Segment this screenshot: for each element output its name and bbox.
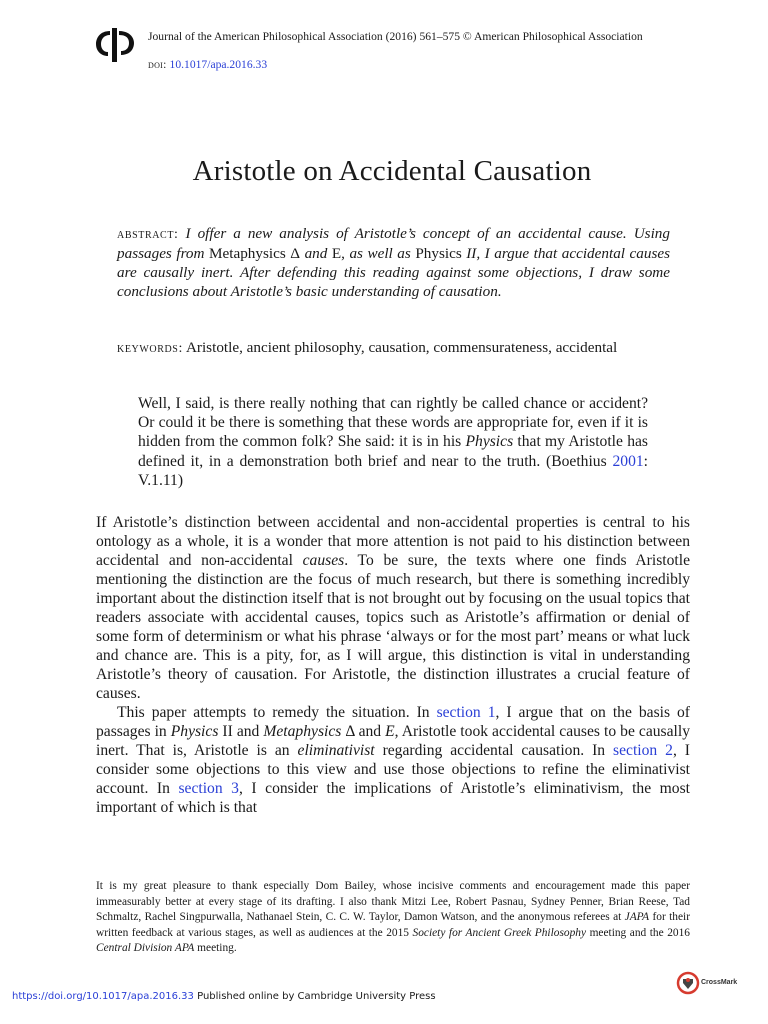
paragraph-text: , I consider some objections to this view and use those objections to refine the eliminativist account. In (96, 742, 690, 797)
published-online-text: Published online by Cambridge University Press (197, 991, 436, 1002)
paragraph (96, 703, 690, 817)
paragraph-text: This paper attempts to remedy the situation. In (117, 704, 430, 721)
keywords-label: keywords: (117, 341, 183, 356)
paragraph-text: II and (222, 723, 260, 740)
doi-line (148, 58, 267, 72)
footnote-text: JAPA (624, 911, 650, 924)
abstract-text: Physics (415, 245, 462, 262)
section-2-link[interactable]: section 2 (613, 742, 673, 759)
acknowledgement-footnote (96, 879, 690, 957)
abstract-text: as well as (349, 245, 411, 262)
footnote-text: meeting. (197, 942, 237, 955)
paragraph-text: , I argue that on the basis of passages in (96, 704, 691, 740)
footnote-text: meeting and the 2016 (589, 926, 690, 939)
footnote-text: It is my great pleasure to thank especially Dom Bailey, whose incisive comments and encouragement made this paper immeasurably better at every stage of its drafting. I also thank Mitzi Lee, Robert Pasnau, Sydney Penner, Brian Reese, Tad Schmaltz, Rachel Singpurwalla, Nathanael Stein, C. C. W. Taylor, Damon Watson, and the anonymous referees at (96, 880, 690, 924)
abstract-label: abstract: (117, 227, 179, 242)
keywords-text: Aristotle, ancient philosophy, causation, commensurateness, accidental (185, 339, 618, 356)
epigraph-text: : V.1.11) (138, 452, 649, 489)
crossmark-label: CrossMark (701, 979, 738, 986)
journal-citation: Journal of the American Philosophical Association (2016) 561–575 © American Philosophical Association (148, 30, 643, 43)
paragraph-text: eliminativist (297, 742, 375, 759)
abstract-text: II, I argue that accidental causes are causally inert. After defending this reading against some objections, I draw some conclusions about Aristotle’s basic understanding of causation. (117, 245, 671, 300)
epigraph-text (138, 394, 648, 490)
paragraph-text: , Aristotle took accidental causes to be causally inert. That is, Aristotle is an (96, 723, 690, 759)
footnote-text: Society for Ancient Greek Philosophy (412, 926, 587, 939)
paragraph (96, 513, 690, 703)
paragraph-text: causes (302, 552, 345, 569)
paragraph-text: If Aristotle’s distinction between accidental and non-accidental properties is central to his ontology as a whole, it is a wonder that more attention is not paid to his distinction between accidental and non-accidental (96, 514, 690, 569)
paragraph-text: E (385, 723, 395, 740)
abstract-text: Metaphysics Δ (209, 245, 301, 262)
epigraph-quote (138, 394, 648, 490)
paragraph-text: . To be sure, the texts where one finds Aristotle mentioning the distinction are the focus of much research, but there is something incredibly important about the distinction itself that is not brought out by focusing on the usual topics that readers associate with accidental causes, topics such as Aristotle’s affirmation or denial of some form of determinism or what his phrase ‘always or for the most part’ means or what luck and chance are. This is a pity, for, as I will argue, this distinction is vital in understanding Aristotle’s theory of causation. For Aristotle, the distinction illustrates a crucial feature of causes. (96, 552, 690, 702)
footer-doi-link[interactable]: https://doi.org/10.1017/apa.2016.33 (12, 991, 194, 1002)
abstract (117, 224, 670, 301)
footer-publication-line (12, 991, 436, 1003)
citation-link[interactable]: 2001 (612, 452, 644, 470)
section-1-link[interactable]: section 1 (436, 704, 496, 721)
paragraph-text: , I consider the implications of Aristotle’s eliminativism, the most important of which is that (96, 780, 690, 816)
paragraph-text: Metaphysics (263, 723, 342, 740)
footnote-text: for their written feedback at various stages, as well as audiences at the 2015 (96, 911, 690, 939)
paragraph-text: regarding accidental causation. In (382, 742, 606, 759)
paragraph-text: Δ and (345, 723, 382, 740)
paper-title: Aristotle on Accidental Causation (192, 155, 592, 187)
footnote-text: Central Division APA (96, 942, 195, 955)
doi-link[interactable]: 10.1017/apa.2016.33 (169, 58, 268, 71)
paragraph-text: Physics (170, 723, 219, 740)
body-text (96, 513, 690, 817)
abstract-text: I offer a new analysis of Aristotle’s concept of an accidental cause. Using passages from (117, 225, 670, 262)
section-3-link[interactable]: section 3 (178, 780, 239, 797)
abstract-text: and (304, 245, 328, 262)
cambridge-journal-logo-icon (94, 26, 140, 62)
epigraph-text: that my Aristotle has defined it, in a demonstration both brief and near to the truth. (Boethius (138, 433, 648, 470)
epigraph-text: Well, I said, is there really nothing that can rightly be called chance or accident? Or could it be there is something that these words are appropriate for, even if it is hidden from the common folk? She said: it is in his (138, 395, 648, 451)
keywords (117, 338, 677, 358)
doi-label: doi: (148, 58, 167, 71)
epigraph-text: Physics (465, 433, 514, 451)
abstract-text: E, (331, 245, 345, 262)
